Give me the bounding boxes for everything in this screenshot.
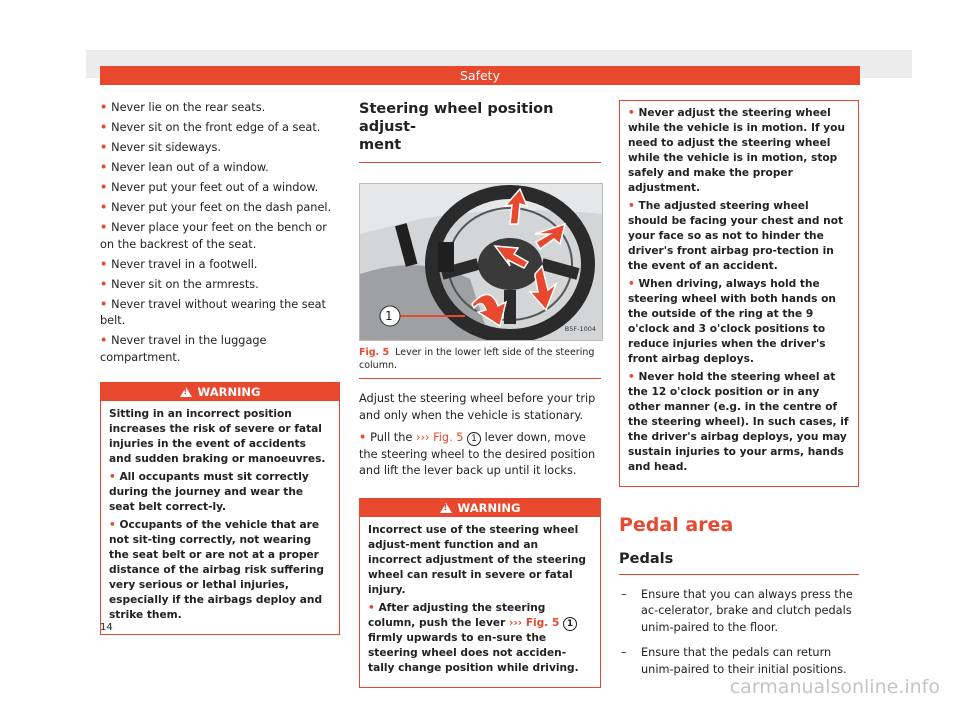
warning-item: • The adjusted steering wheel should be facing your chest and not your face so as not to hinder the driver's front airbag pro-tection in the event of an accident.	[628, 200, 844, 272]
pedals-subtitle: Pedals	[619, 550, 859, 575]
bullet-icon: •	[109, 519, 120, 531]
warning-item: • Occupants of the vehicle that are not sit-ting correctly, not wearing the seat belt or are not at a proper distance of the airbag risk suffering very serious or lethal injuries, especially if the airbags deploy and strike them.	[109, 519, 324, 621]
list-item: • Never travel in the luggage compartment.	[100, 334, 267, 364]
warning-header: !WARNING	[360, 499, 600, 517]
bullet-icon: •	[628, 278, 639, 290]
pedals-list	[619, 587, 859, 679]
figure-reference-link[interactable]: ››› Fig. 5	[415, 431, 464, 444]
warning-triangle-icon	[180, 387, 192, 397]
figure-steering-wheel	[359, 183, 603, 341]
step-paragraph: • Pull the ››› Fig. 5 1 lever down, move the steering wheel to the desired position and lift the lever back up until it locks.	[359, 431, 596, 477]
bullet-icon: •	[100, 101, 112, 114]
warning-box-seating	[100, 382, 340, 635]
bullet-icon: •	[100, 257, 112, 271]
bullet-icon: •	[100, 161, 112, 174]
bullet-icon: •	[628, 371, 639, 383]
list-item: • Never travel without wearing the seat belt.	[100, 297, 326, 327]
list-item: • Never put your feet on the dash panel.	[100, 201, 332, 214]
column-1	[100, 100, 340, 635]
bullet-icon: •	[100, 221, 112, 234]
warning-triangle-icon	[440, 503, 452, 513]
warning-body	[620, 101, 858, 486]
warning-item: • All occupants must sit correctly during the journey and wear the seat belt correct-ly.	[109, 471, 309, 513]
bullet-icon: •	[100, 141, 112, 154]
bullet-icon: •	[100, 334, 112, 347]
column-3	[619, 100, 859, 687]
list-item: • Never place your feet on the bench or on the backrest of the seat.	[100, 221, 327, 251]
dash-marker: –	[621, 587, 627, 601]
list-item: • Never lean out of a window.	[100, 161, 269, 174]
list-item: • Never lie on the rear seats.	[100, 101, 266, 114]
column-2	[359, 100, 601, 688]
section-title: Steering wheel position adjust- ment	[359, 100, 601, 163]
list-item: • Never sit sideways.	[100, 141, 221, 154]
bullet-icon: •	[109, 471, 120, 483]
warning-item: • Never hold the steering wheel at the 12 o'clock position or in any other manner (e.g. in the centre of the steering wheel). In such cases, if the driver's airbag deploys, you may sustain injuries to your arms, hands and head.	[628, 371, 849, 473]
bullet-icon: •	[100, 201, 112, 214]
bullet-icon: •	[100, 121, 112, 134]
warning-item: • When driving, always hold the steering wheel with both hands on the outside of the ring at the 9 o'clock and 3 o'clock positions to reduce injuries when the driver's front airbag deploys.	[628, 278, 836, 365]
intro-paragraph: Adjust the steering wheel before your trip and only when the vehicle is stationary.	[359, 392, 596, 422]
list-item: • Never sit on the armrests.	[100, 277, 259, 291]
figure-caption: Fig. 5 Lever in the lower left side of the steering column.	[359, 341, 601, 379]
warning-item: • After adjusting the steering column, push the lever ››› Fig. 5 1 firmly upwards to en-sure the steering wheel does not acciden-tally change position while driving.	[368, 601, 579, 674]
warning-intro: Incorrect use of the steering wheel adjust-ment function and an incorrect adjustment of the steering wheel can result in severe or fatal injury.	[368, 523, 586, 596]
list-item: • Never sit on the front edge of a seat.	[100, 121, 321, 134]
callout-number-badge: 1	[467, 432, 481, 446]
bullet-icon: •	[100, 277, 112, 291]
warning-intro: Sitting in an incorrect position increases the risk of severe or fatal injuries in the event of accidents and sudden braking or manoeuvres.	[109, 408, 326, 465]
figure-code: B5F-1004	[564, 324, 596, 333]
list-item: • Never travel in a footwell.	[100, 257, 258, 271]
bullet-icon: •	[368, 601, 379, 614]
dash-marker: –	[621, 646, 627, 659]
warning-item: • Never adjust the steering wheel while the vehicle is in motion. If you need to adjust the steering wheel while the vehicle is in motion, stop safely and make the proper adjustment.	[628, 107, 845, 194]
pedal-area-title: Pedal area	[619, 514, 734, 536]
figure-reference-link[interactable]: ››› Fig. 5	[509, 616, 560, 629]
callout-number-badge: 1	[563, 617, 577, 631]
warning-box-steering	[359, 498, 601, 688]
bullet-icon: •	[359, 431, 371, 444]
section-header-bar: Safety	[100, 66, 860, 85]
warning-body	[101, 401, 339, 634]
bullet-icon: •	[628, 200, 639, 212]
watermark: carmanualsonline.info	[729, 676, 940, 698]
warning-box-steering-continued	[619, 100, 859, 487]
bullet-icon: •	[628, 107, 639, 119]
rules-list	[100, 100, 340, 366]
list-item: • Never put your feet out of a window.	[100, 181, 319, 194]
bullet-icon: •	[100, 181, 112, 194]
steering-wheel-illustration	[360, 184, 602, 340]
warning-header: !WARNING	[101, 383, 339, 401]
figure-callout-number: 1	[385, 309, 393, 323]
list-item: – Ensure that the pedals can return unim-paired to their initial positions.	[621, 646, 847, 676]
page-number: 14	[100, 622, 113, 633]
bullet-icon: •	[100, 297, 112, 311]
warning-body	[360, 517, 600, 687]
list-item: – Ensure that you can always press the ac-celerator, brake and clutch pedals unim-paired to the floor.	[621, 587, 853, 634]
